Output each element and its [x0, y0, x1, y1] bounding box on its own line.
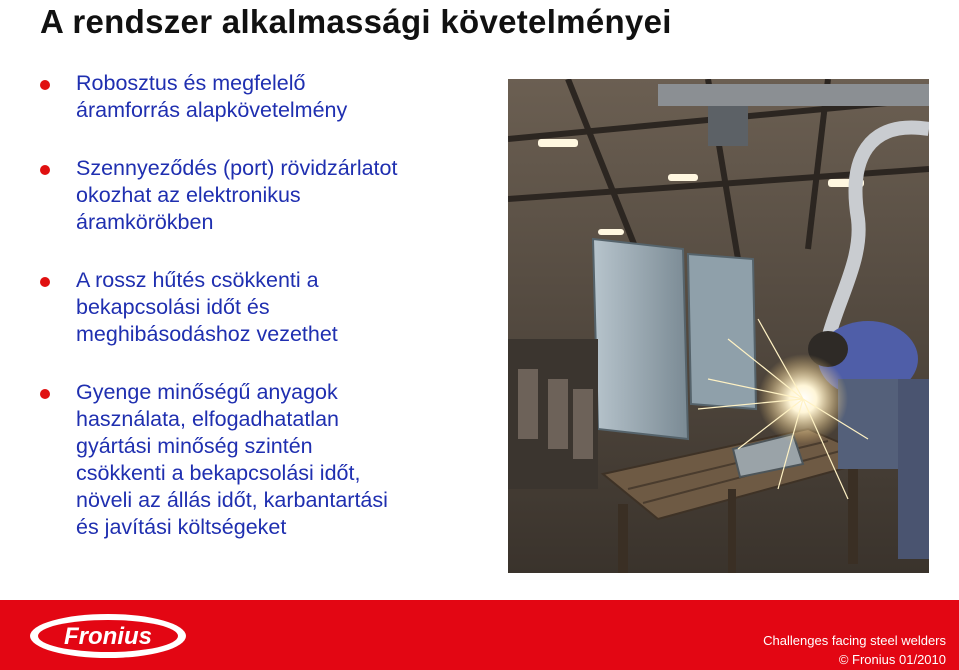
- welding-photo-illustration: [508, 79, 929, 573]
- bullet-text: Gyenge minőségű anyagok használata, elfogadhatatlan gyártási minőség szintén csökkenti a bekapcsolási időt, növeli az állás időt, karbantartási és javítási költségeket: [76, 380, 388, 539]
- footer-caption-block: [763, 631, 946, 669]
- bullet-dot-icon: [40, 165, 50, 175]
- bullet-text: A rossz hűtés csökkenti a bekapcsolási időt és meghibásodáshoz vezethet: [76, 268, 338, 346]
- bullet-dot-icon: [40, 277, 50, 287]
- bullet-text: Robosztus és megfelelő áramforrás alapkövetelmény: [76, 71, 348, 122]
- fronius-logo-icon: [28, 610, 188, 662]
- bullet-list: [36, 70, 506, 541]
- fronius-logo: [28, 610, 188, 667]
- bullet-item: [36, 267, 506, 348]
- footer-copyright: © Fronius 01/2010: [838, 652, 946, 667]
- welding-workshop-photo: [508, 79, 929, 573]
- footer-caption: Challenges facing steel welders: [763, 633, 946, 648]
- slide-title: A rendszer alkalmassági követelményei: [40, 3, 672, 40]
- bullet-item: [36, 70, 506, 124]
- bullet-item: [36, 155, 506, 236]
- bullet-text: Szennyeződés (port) rövidzárlatot okozhat az elektronikus áramkörökben: [76, 156, 398, 234]
- bullet-dot-icon: [40, 80, 50, 90]
- fronius-logo-text: Fronius: [64, 623, 152, 650]
- bullet-item: [36, 379, 506, 541]
- bullet-dot-icon: [40, 389, 50, 399]
